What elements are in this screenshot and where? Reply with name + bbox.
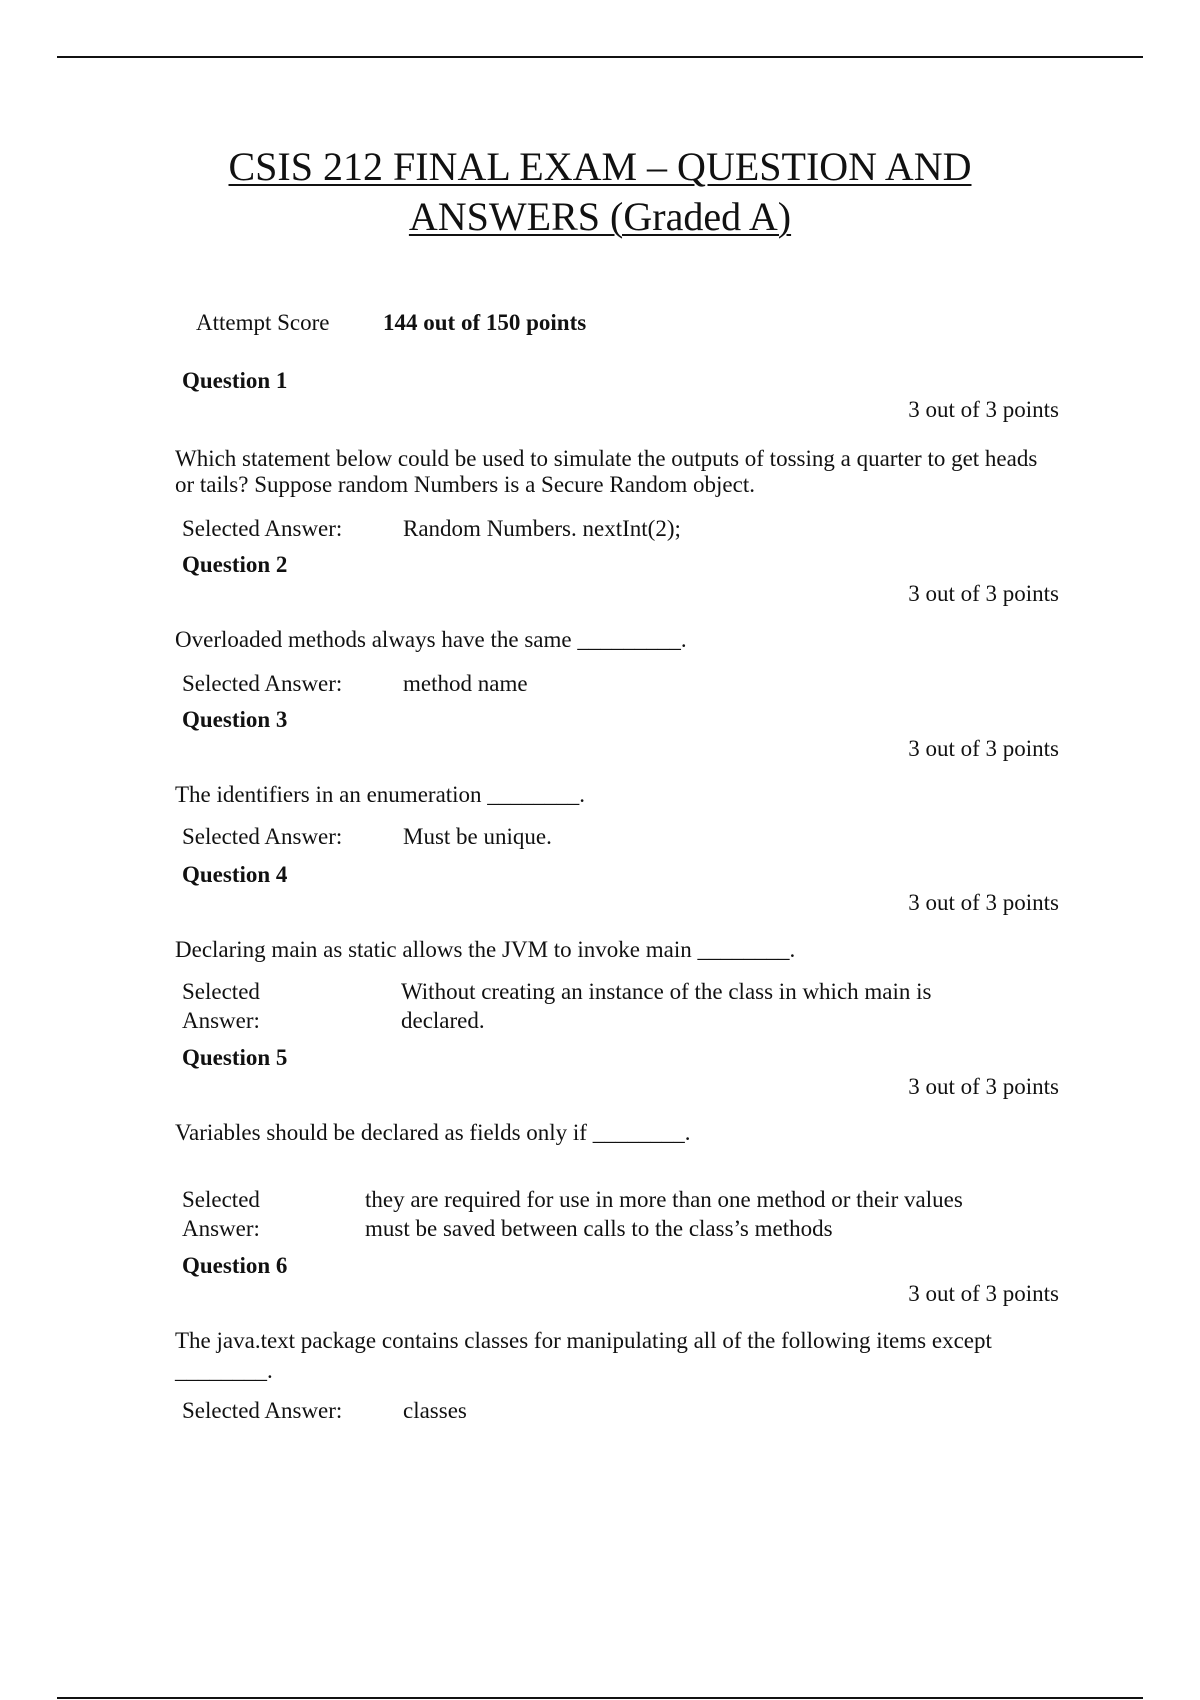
bottom-rule bbox=[57, 1697, 1143, 1699]
selected-answer: declared. bbox=[401, 1008, 485, 1033]
selected-answer: method name bbox=[403, 671, 528, 696]
question-text: The identifiers in an enumeration ________. bbox=[175, 782, 586, 807]
question-heading: Question 1 bbox=[182, 368, 288, 393]
question-heading: Question 4 bbox=[182, 862, 288, 887]
answer-label: Answer: bbox=[182, 1216, 260, 1241]
question-text: ________. bbox=[175, 1358, 273, 1383]
answer-label: Selected Answer: bbox=[182, 516, 343, 541]
attempt-score-value: 144 out of 150 points bbox=[383, 310, 587, 335]
title-line-2: ANSWERS (Graded A) bbox=[408, 194, 792, 239]
attempt-score-label: Attempt Score bbox=[196, 310, 330, 335]
answer-label: Selected bbox=[182, 979, 260, 1004]
answer-label: Selected Answer: bbox=[182, 671, 343, 696]
top-rule bbox=[57, 56, 1143, 58]
question-points: 3 out of 3 points bbox=[908, 890, 1059, 915]
question-heading: Question 2 bbox=[182, 552, 288, 577]
selected-answer: Random Numbers. nextInt(2); bbox=[403, 516, 681, 541]
answer-label: Selected bbox=[182, 1187, 260, 1212]
title-line-1: CSIS 212 FINAL EXAM – QUESTION AND bbox=[228, 144, 972, 189]
page-title bbox=[0, 142, 1200, 242]
question-text: The java.text package contains classes for manipulating all of the following items except bbox=[175, 1328, 992, 1353]
selected-answer: must be saved between calls to the class’s methods bbox=[365, 1216, 833, 1241]
question-heading: Question 6 bbox=[182, 1253, 288, 1278]
answer-label: Selected Answer: bbox=[182, 824, 343, 849]
question-points: 3 out of 3 points bbox=[908, 581, 1059, 606]
question-points: 3 out of 3 points bbox=[908, 1074, 1059, 1099]
selected-answer: Without creating an instance of the class in which main is bbox=[401, 979, 932, 1004]
selected-answer: they are required for use in more than one method or their values bbox=[365, 1187, 963, 1212]
selected-answer: Must be unique. bbox=[403, 824, 552, 849]
question-text: Declaring main as static allows the JVM to invoke main ________. bbox=[175, 937, 796, 962]
question-points: 3 out of 3 points bbox=[908, 1281, 1059, 1306]
question-heading: Question 3 bbox=[182, 707, 288, 732]
question-points: 3 out of 3 points bbox=[908, 736, 1059, 761]
selected-answer: classes bbox=[403, 1398, 467, 1423]
question-text: Variables should be declared as fields only if ________. bbox=[175, 1120, 691, 1145]
answer-label: Answer: bbox=[182, 1008, 260, 1033]
question-points: 3 out of 3 points bbox=[908, 397, 1059, 422]
question-text: Which statement below could be used to simulate the outputs of tossing a quarter to get heads or tails? Suppose random Numbers is a Secure Random object. bbox=[175, 446, 1038, 497]
question-text: Overloaded methods always have the same _________. bbox=[175, 627, 687, 652]
question-heading: Question 5 bbox=[182, 1045, 288, 1070]
answer-label: Selected Answer: bbox=[182, 1398, 343, 1423]
